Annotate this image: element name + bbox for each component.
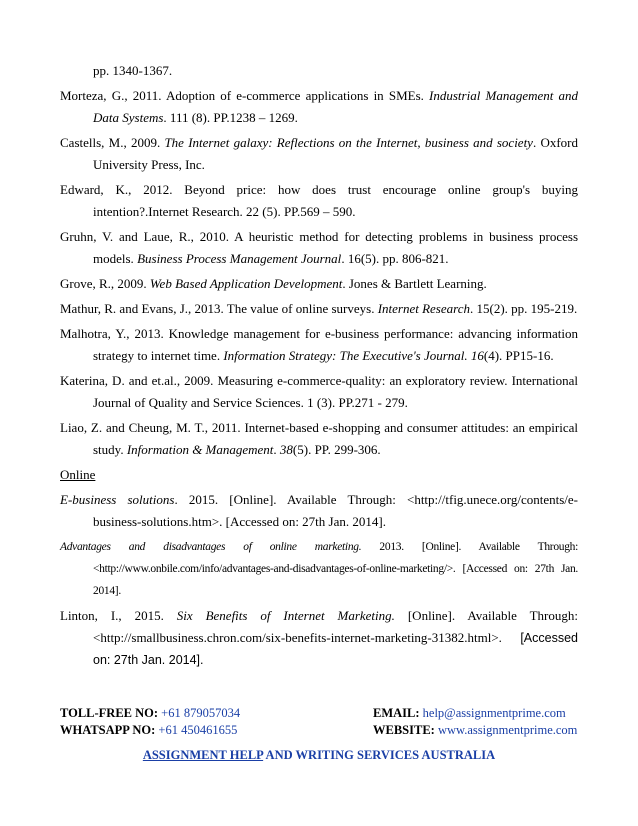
reference-text: E-business solutions	[60, 492, 175, 507]
website-label: WEBSITE:	[373, 723, 435, 737]
reference-text: Information Strategy: The Executive's Journal. 16	[223, 348, 484, 363]
reference-text: Industrial Management and Data Systems	[93, 88, 579, 125]
reference-text: . Oxford University Press, Inc.	[93, 135, 578, 172]
reference-text: Mathur, R. and Evans, J., 2013. The value of online surveys.	[60, 301, 378, 316]
reference-text: Internet Research	[377, 301, 470, 316]
reference-text: Gruhn, V. and Laue, R., 2010. A heuristic method for detecting problems in business process models.	[60, 229, 578, 266]
footer-row-2	[60, 722, 580, 739]
footer-row-1	[60, 705, 580, 722]
reference-entry	[60, 536, 578, 602]
reference-entry	[60, 298, 578, 320]
reference-text: [Online]. Available Through: <http://smallbusiness.chron.com/six-benefits-internet-marketing-31382.html>.	[93, 608, 578, 645]
email-label: EMAIL:	[373, 706, 420, 720]
reference-text: [Accessed on: 27th Jan. 2014].	[93, 631, 578, 667]
reference-text: . 15(2). pp. 195-219.	[469, 301, 578, 316]
reference-entry	[60, 85, 578, 129]
reference-text: Advantages and disadvantages of online marketing.	[60, 541, 362, 553]
email-block	[373, 705, 566, 722]
reference-text: Malhotra, Y., 2013. Knowledge management for e-business performance: advancing information strategy to internet time.	[60, 326, 578, 363]
reference-entry	[60, 60, 578, 82]
reference-text: . 111 (8). PP.1238 – 1269.	[163, 110, 298, 125]
reference-entry	[60, 226, 578, 270]
print-references	[60, 60, 578, 461]
reference-text: Morteza, G., 2011. Adoption of e-commerce applications in SMEs.	[60, 88, 430, 103]
assignment-help-link[interactable]: ASSIGNMENT HELP	[142, 748, 264, 762]
reference-text: Information & Management	[126, 442, 274, 457]
tagline-rest: AND WRITING SERVICES AUSTRALIA	[263, 748, 496, 762]
service-tagline	[0, 748, 638, 763]
reference-text: Business Process Management Journal	[137, 251, 342, 266]
reference-text: Linton, I., 2015.	[60, 608, 177, 623]
reference-entry	[60, 179, 578, 223]
reference-list	[60, 60, 578, 674]
reference-text: (5). PP. 299-306.	[292, 442, 381, 457]
tollfree-number[interactable]: +61 879057034	[161, 706, 241, 720]
online-heading: Online	[60, 467, 96, 482]
reference-text: Six Benefits of Internet Marketing.	[176, 608, 395, 623]
tollfree-label: TOLL-FREE NO:	[60, 706, 159, 720]
reference-text: .	[273, 442, 280, 457]
reference-text: Liao, Z. and Cheung, M. T., 2011. Internet-based e-shopping and consumer attitudes: an empirical study.	[60, 420, 578, 457]
reference-text: 2013. [Online]. Available Through: <http://www.onbile.com/info/advantages-and-disadvantages-of-online-marketing/>. [Accessed on: 27th Jan. 2014].	[93, 541, 579, 597]
reference-text: (4). PP15-16.	[483, 348, 554, 363]
reference-entry	[60, 273, 578, 295]
reference-text: Edward, K., 2012. Beyond price: how does trust encourage online group's buying intention?.Internet Research. 22 (5). PP.569 – 590.	[60, 182, 578, 219]
reference-entry	[60, 132, 578, 176]
reference-text: Katerina, D. and et.al., 2009. Measuring e-commerce-quality: an exploratory review. International Journal of Quality and Service Sciences. 1 (3). PP.271 - 279.	[60, 373, 578, 410]
reference-text: . Jones & Bartlett Learning.	[342, 276, 487, 291]
reference-text: Castells, M., 2009.	[60, 135, 165, 150]
reference-entry	[60, 417, 578, 461]
reference-text: The Internet galaxy: Reflections on the Internet, business and society	[164, 135, 533, 150]
reference-text: . 16(5). pp. 806-821.	[341, 251, 449, 266]
email-link[interactable]: help@assignmentprime.com	[422, 706, 566, 720]
website-link[interactable]: www.assignmentprime.com	[437, 723, 578, 737]
reference-entry	[60, 489, 578, 533]
reference-text: 38	[279, 442, 293, 457]
reference-entry	[60, 605, 578, 671]
whatsapp-number[interactable]: +61 450461655	[158, 723, 238, 737]
reference-entry	[60, 370, 578, 414]
reference-text: Web Based Application Development	[149, 276, 343, 291]
reference-text: pp. 1340-1367.	[93, 63, 173, 78]
reference-text: . 2015. [Online]. Available Through: <http://tfig.unece.org/contents/e-business-solutions.htm>. [Accessed on: 27th Jan. 2014].	[93, 492, 578, 529]
reference-text: Grove, R., 2009.	[60, 276, 150, 291]
reference-entry	[60, 323, 578, 367]
contact-footer	[60, 705, 580, 739]
whatsapp-label: WHATSAPP NO:	[60, 723, 156, 737]
website-block	[373, 722, 577, 739]
online-references	[60, 489, 578, 671]
